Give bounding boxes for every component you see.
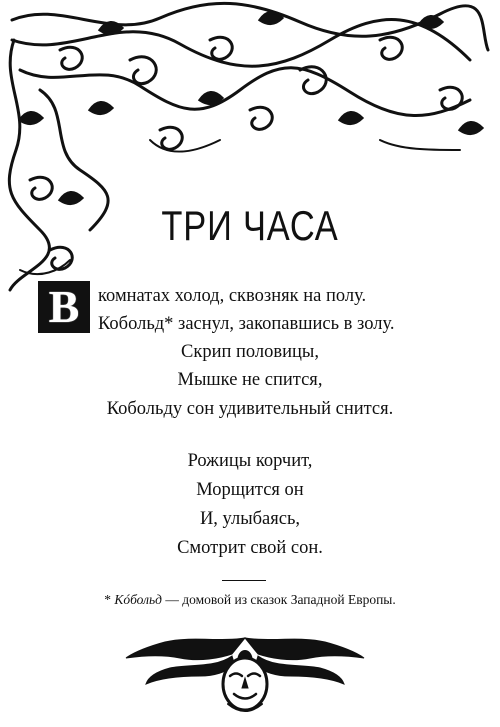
poem-title: ТРИ ЧАСА: [161, 202, 339, 249]
footnote-star: *: [104, 592, 111, 607]
decorative-vine-border: [0, 0, 500, 300]
stanza1-line5: Кобольду сон удивительный снится.: [106, 399, 394, 419]
stanza2-line3: И, улыбаясь,: [199, 509, 301, 529]
drop-cap-letter: В: [48, 281, 80, 332]
stanza2-line4: Смотрит свой сон.: [177, 538, 323, 558]
footnote-term: Кóбольд: [114, 592, 162, 607]
footnote: [0, 592, 500, 608]
stanza1-line4: Мышке не спится,: [177, 370, 323, 390]
footnote-divider: [222, 580, 266, 581]
stanza1-line3: Скрип половицы,: [181, 342, 319, 362]
stanza1-line1: комнатах холод, сквозняк на полу.: [98, 286, 367, 306]
vignette-face-ornament: [120, 628, 370, 720]
stanza2-line2: Морщится он: [196, 480, 304, 500]
stanza1-line2: Кобольд* заснул, закопавшись в золу.: [98, 314, 395, 334]
drop-cap: [38, 281, 90, 333]
stanza2-line1: Рожицы корчит,: [187, 451, 313, 471]
footnote-definition: — домовой из сказок Западной Европы.: [161, 592, 396, 607]
